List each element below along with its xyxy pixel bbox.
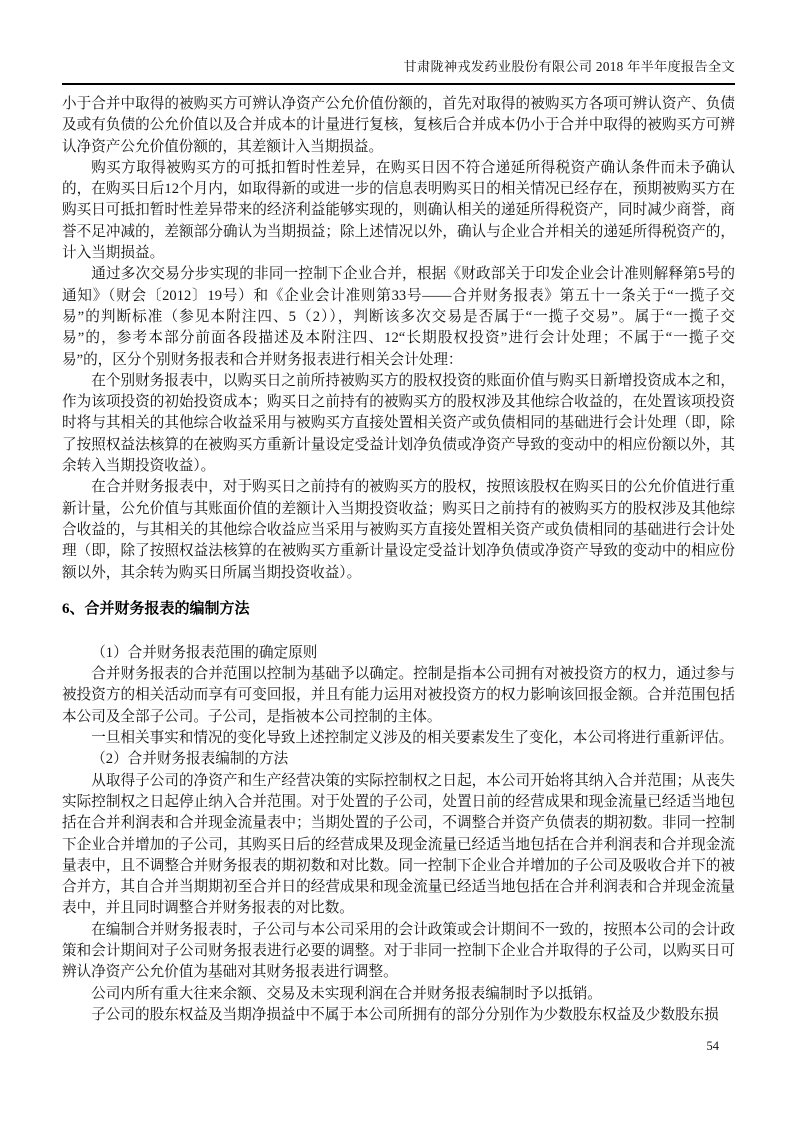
document-body	[62, 94, 735, 1026]
paragraph: 在合并财务报表中，对于购买日之前持有的被购买方的股权，按照该股权在购买日的公允价值进行重新计量，公允价值与其账面价值的差额计入当期投资收益；购买日之前持有的被购买方的股权涉及其他综合收益的，与其相关的其他综合收益应当采用与被购买方直接处置相关资产或负债相同的基础进行会计处理（即，除了按照权益法核算的在被购买方重新计量设定受益计划净负债或净资产导致的变动中的相应份额以外，其余转为购买日所属当期投资收益）。	[62, 479, 735, 581]
paragraph: （2）合并财务报表编制的方法	[91, 751, 289, 768]
page-footer	[707, 1039, 720, 1054]
paragraph: 子公司的股东权益及当期净损益中不属于本公司所拥有的部分分别作为少数股东权益及少数股东损	[91, 1006, 719, 1023]
paragraph: 合并财务报表的合并范围以控制为基础予以确定。控制是指本公司拥有对被投资方的权力，通过参与被投资方的相关活动而享有可变回报，并且有能力运用对被投资方的权力影响该回报金额。合并范围包括本公司及全部子公司。子公司，是指被本公司控制的主体。	[62, 666, 735, 725]
paragraph: 在个别财务报表中，以购买日之前所持被购买方的股权投资的账面价值与购买日新增投资成本之和，作为该项投资的初始投资成本；购买日之前持有的被购买方的股权涉及其他综合收益的，在处置该项投资时将与其相关的其他综合收益采用与被购买方直接处置相关资产或负债相同的基础进行会计处理（即，除了按照权益法核算的在被购买方重新计量设定受益计划净负债或净资产导致的变动中的相应份额以外，其余转入当期投资收益）。	[62, 372, 735, 475]
paragraph: 一旦相关事实和情况的变化导致上述控制定义涉及的相关要素发生了变化，本公司将进行重新评估。	[91, 730, 734, 747]
paragraph: 通过多次交易分步实现的非同一控制下企业合并，根据《财政部关于印发企业会计准则解释第5号的通知》（财会〔2012〕19号）和《企业会计准则第33号——合并财务报表》第五十一条关于“一揽子交易”的判断标准（参见本附注四、5（2）），判断该多次交易是否属于“一揽子交易”。属于“一揽子交易”的，参考本部分前面各段描述及本附注四、12“长期股权投资”进行会计处理；不属于“一揽子交易”的，区分个别财务报表和合并财务报表进行相关会计处理：	[62, 266, 735, 368]
paragraph: 购买方取得被购买方的可抵扣暂时性差异，在购买日因不符合递延所得税资产确认条件而未予确认的，在购买日后12个月内，如取得新的或进一步的信息表明购买日的相关情况已经存在，预期被购买方在购买日可抵扣暂时性差异带来的经济利益能够实现的，则确认相关的递延所得税资产，同时减少商誉，商誉不足冲减的，差额部分确认为当期损益；除上述情况以外，确认与企业合并相关的递延所得税资产的，计入当期损益。	[62, 159, 735, 262]
page-header	[62, 58, 735, 85]
paragraph: 小于合并中取得的被购买方可辨认净资产公允价值份额的，首先对取得的被购买方各项可辨认资产、负债及或有负债的公允价值以及合并成本的计量进行复核，复核后合并成本仍小于合并中取得的被购买方可辨认净资产公允价值份额的，其差额计入当期损益。	[62, 96, 735, 155]
header-title: 甘肃陇神戎发药业股份有限公司 2018 年半年度报告全文	[403, 59, 735, 74]
paragraph: 从取得子公司的净资产和生产经营决策的实际控制权之日起，本公司开始将其纳入合并范围；从丧失实际控制权之日起停止纳入合并范围。对于处置的子公司，处置日前的经营成果和现金流量已经适当地包括在合并利润表和合并现金流量表中；当期处置的子公司，不调整合并资产负债表的期初数。非同一控制下企业合并增加的子公司，其购买日后的经营成果及现金流量已经适当地包括在合并利润表和合并现金流量表中，且不调整合并财务报表的期初数和对比数。同一控制下企业合并增加的子公司及吸收合并下的被合并方，其自合并当期期初至合并日的经营成果和现金流量已经适当地包括在合并利润表和合并现金流量表中，并且同时调整合并财务报表的对比数。	[62, 772, 735, 917]
section-heading: 6、合并财务报表的编制方法	[62, 600, 250, 617]
paragraph: 公司内所有重大往来余额、交易及未实现利润在合并财务报表编制时予以抵销。	[91, 985, 602, 1002]
paragraph: （1）合并财务报表范围的确定原则	[91, 644, 318, 661]
paragraph: 在编制合并财务报表时，子公司与本公司采用的会计政策或会计期间不一致的，按照本公司的会计政策和会计期间对子公司财务报表进行必要的调整。对于非同一控制下企业合并取得的子公司，以购买日可辨认净资产公允价值为基础对其财务报表进行调整。	[62, 921, 735, 981]
page-number: 54	[706, 1039, 719, 1053]
